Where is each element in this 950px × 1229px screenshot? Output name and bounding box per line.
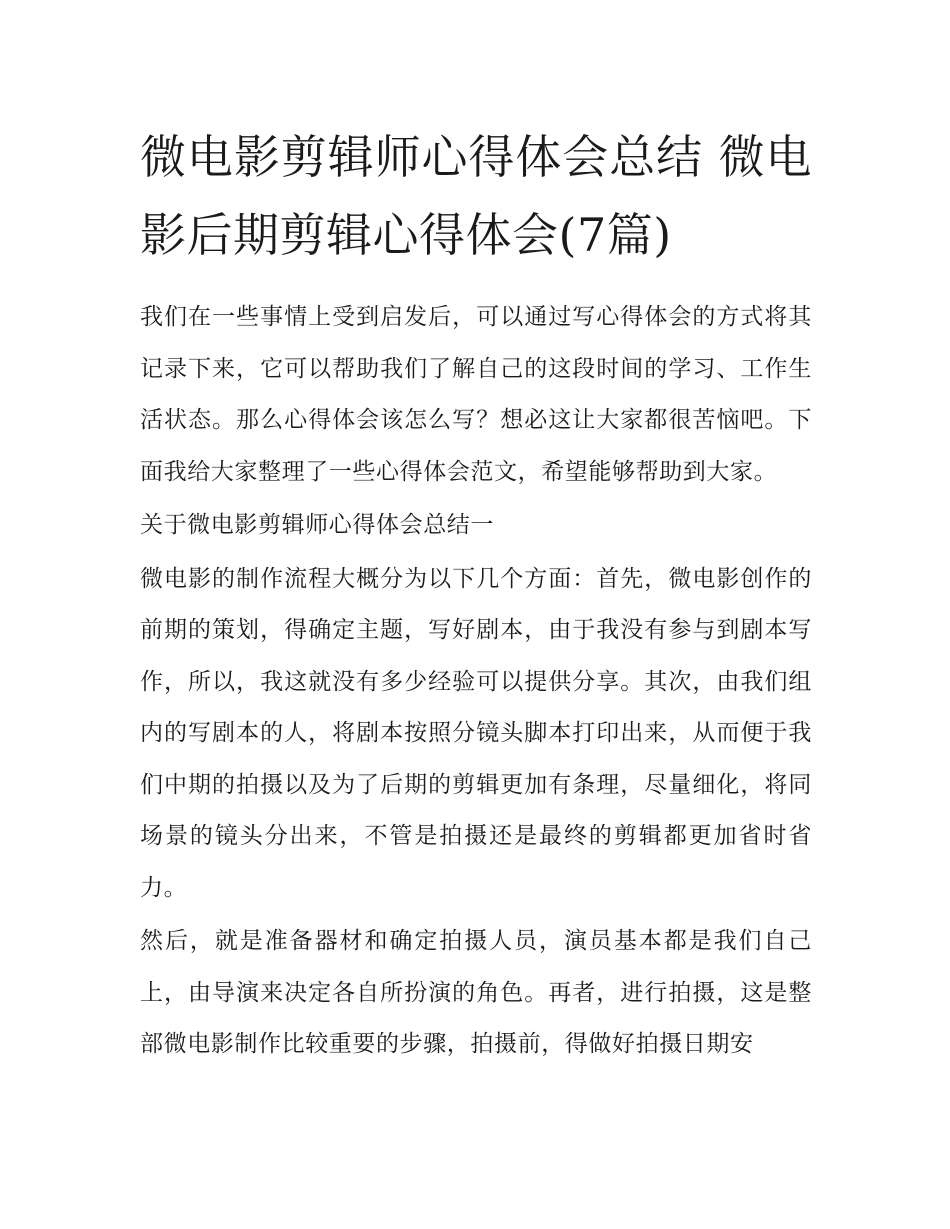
document-title: 微电影剪辑师心得体会总结 微电影后期剪辑心得体会(7篇) bbox=[140, 130, 812, 262]
body-paragraph-1: 微电影的制作流程大概分为以下几个方面：首先，微电影创作的前期的策划，得确定主题，写好剧本，由于我没有参与到剧本写作，所以，我这就没有多少经验可以提供分享。其次，由我们组内的写剧本的人，将剧本按照分镜头脚本打印出来，从而便于我们中期的拍摄以及为了后期的剪辑更加有条理，尽量细化，将同场景的镜头分出来，不管是拍摄还是最终的剪辑都更加省时省力。 bbox=[140, 565, 812, 901]
document-page bbox=[140, 118, 812, 1073]
intro-paragraph: 我们在一些事情上受到启发后，可以通过写心得体会的方式将其记录下来，它可以帮助我们了解自己的这段时间的学习、工作生活状态。那么心得体会该怎么写？想必这让大家都很苦恼吧。下面我给大家整理了一些心得体会范文，希望能够帮助到大家。 bbox=[140, 304, 812, 485]
section-heading: 关于微电影剪辑师心得体会总结一 bbox=[140, 512, 494, 538]
body-paragraph-2: 然后，就是准备器材和确定拍摄人员，演员基本都是我们自己上，由导演来决定各自所扮演的角色。再者，进行拍摄，这是整部微电影制作比较重要的步骤，拍摄前，得做好拍摄日期安 bbox=[140, 928, 812, 1057]
